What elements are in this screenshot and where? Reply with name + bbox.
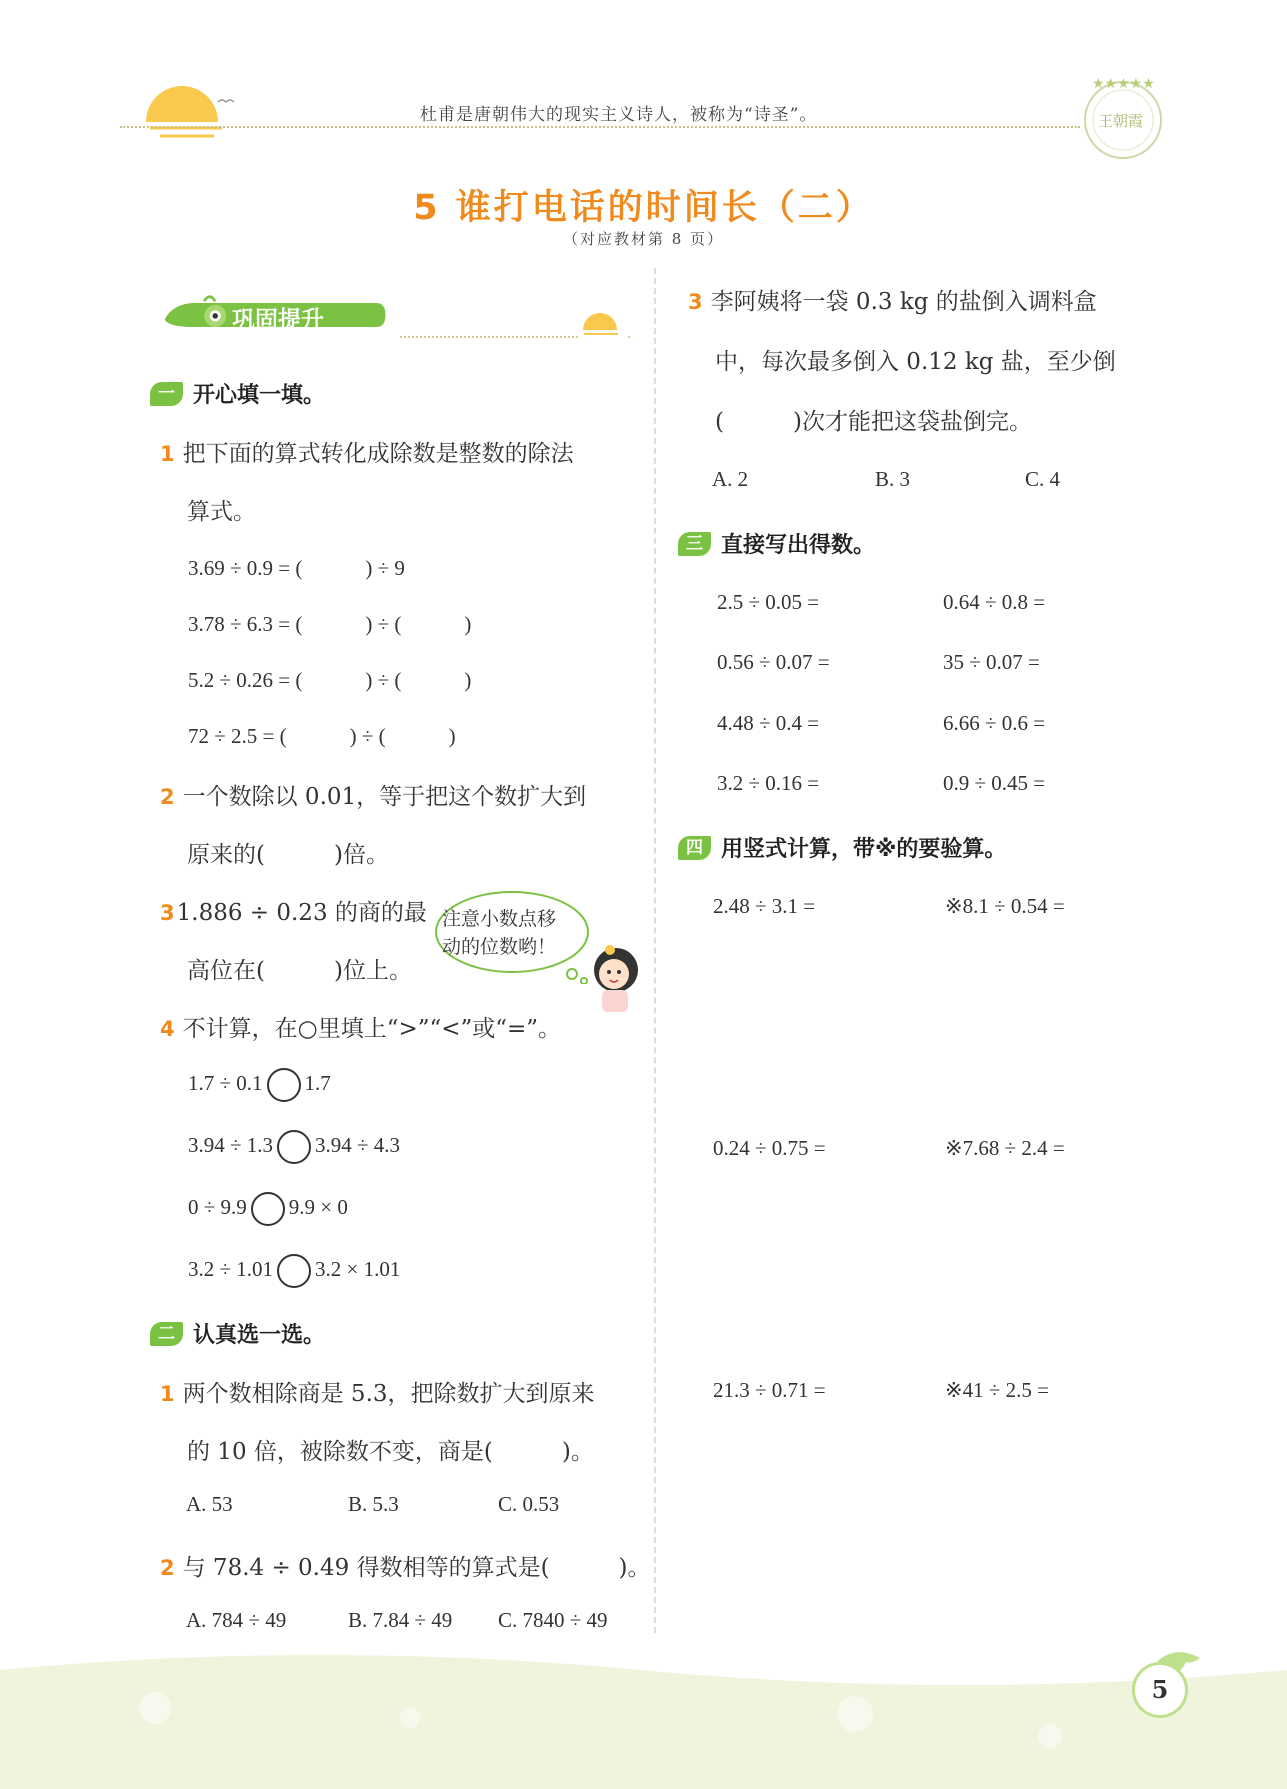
compare-circle-2[interactable] [277, 1130, 311, 1164]
s2-q3-option-a[interactable]: A. 2 [712, 467, 749, 491]
s2-q1-line2: 的 10 倍，被除数不变，商是( )。 [187, 1439, 594, 1465]
s2-q3-option-c[interactable]: C. 4 [1025, 467, 1061, 491]
compare-circle-1[interactable] [267, 1068, 301, 1102]
section1-heading [150, 378, 325, 409]
svg-text:★★★★★: ★★★★★ [1092, 76, 1155, 92]
header-dotted-line [120, 126, 1080, 128]
girl-cartoon-icon [584, 940, 644, 1016]
small-sun-icon [578, 306, 628, 342]
section3-heading: 三 直接写出得数。 [678, 528, 875, 559]
s2-q2-option-b[interactable]: B. 7.84 ÷ 49 [348, 1608, 453, 1632]
compare-circle-4[interactable] [277, 1254, 311, 1288]
s1-q1-line1: 1 把下面的算式转化成除数是整数的除法 [160, 441, 574, 467]
s2-q1-option-b[interactable]: B. 5.3 [348, 1492, 399, 1516]
lesson-subtitle: （对应教材第 8 页） [562, 230, 725, 248]
s3-eq-1a: 2.5 ÷ 0.05 = [717, 590, 820, 614]
s1-q4-line1: 4 不计算，在○里填上“>”“<”或“=”。 [160, 1016, 562, 1042]
s4-eq-2b: ※7.68 ÷ 2.4 = [945, 1136, 1065, 1160]
section1-title: 开心填一填。 [193, 383, 326, 408]
s1-q4-row3: 0 ÷ 9.9 9.9 × 0 [188, 1192, 348, 1226]
s3-eq-3a: 4.48 ÷ 0.4 = [717, 711, 820, 735]
sun-decoration [130, 78, 240, 150]
section4-heading: 四 用竖式计算，带※的要验算。 [678, 832, 1006, 863]
s2-q2-line1: 2 与 78.4 ÷ 0.49 得数相等的算式是( )。 [160, 1555, 651, 1581]
s4-eq-3a: 21.3 ÷ 0.71 = [713, 1378, 826, 1402]
s2-q3-line2: 中，每次最多倒入 0.12 kg 盐，至少倒 [715, 349, 1116, 375]
s1-q4-row4: 3.2 ÷ 1.01 3.2 × 1.01 [188, 1254, 400, 1288]
s1-q1-eq2: 3.78 ÷ 6.3 = ( ) ÷ ( ) [188, 612, 472, 636]
s2-q1-option-a[interactable]: A. 53 [186, 1492, 233, 1516]
s1-q3-line1: 31.886 ÷ 0.23 的商的最 [160, 900, 427, 926]
s2-q3-option-b[interactable]: B. 3 [875, 467, 911, 491]
s3-eq-4a: 3.2 ÷ 0.16 = [717, 771, 820, 795]
s1-q1-number: 1 [160, 442, 175, 466]
s2-q2-option-c[interactable]: C. 7840 ÷ 49 [498, 1608, 608, 1632]
s3-eq-1b: 0.64 ÷ 0.8 = [943, 590, 1046, 614]
s2-q3-line3: ( )次才能把这袋盐倒完。 [715, 409, 1032, 435]
s1-q1-line2: 算式。 [187, 499, 256, 525]
s1-q1-eq3: 5.2 ÷ 0.26 = ( ) ÷ ( ) [188, 668, 472, 692]
s1-q2-line2: 原来的( )倍。 [187, 842, 389, 868]
page-number: 5 [1132, 1662, 1188, 1718]
bubble-text-1: 注意小数点移 [442, 908, 557, 930]
s1-q1-eq1: 3.69 ÷ 0.9 = ( ) ÷ 9 [188, 556, 405, 580]
section2-heading: 二 认真选一选。 [150, 1318, 325, 1349]
bubble-text-2: 动的位数哟！ [442, 936, 557, 958]
s4-eq-3b: ※41 ÷ 2.5 = [945, 1378, 1049, 1402]
compare-circle-3[interactable] [251, 1192, 285, 1226]
s3-eq-4b: 0.9 ÷ 0.45 = [943, 771, 1046, 795]
section1-tag: 一 [150, 382, 183, 406]
s4-eq-1b: ※8.1 ÷ 0.54 = [945, 894, 1065, 918]
s3-eq-2b: 35 ÷ 0.07 = [943, 650, 1040, 674]
s2-q1-option-c[interactable]: C. 0.53 [498, 1492, 560, 1516]
s1-q4-row2: 3.94 ÷ 1.3 3.94 ÷ 4.3 [188, 1130, 400, 1164]
s1-q1-eq4: 72 ÷ 2.5 = ( ) ÷ ( ) [188, 724, 456, 748]
column-divider [654, 268, 656, 1633]
s4-eq-1a: 2.48 ÷ 3.1 = [713, 894, 816, 918]
s1-q3-line2: 高位在( )位上。 [187, 958, 412, 984]
footer-wave-decoration [0, 1640, 1287, 1789]
lesson-title: 5 谁打电话的时间长（二） [413, 188, 874, 228]
s2-q3-line1: 3 李阿姨将一袋 0.3 kg 的盐倒入调料盒 [688, 289, 1097, 315]
s4-eq-2a: 0.24 ÷ 0.75 = [713, 1136, 826, 1160]
s1-q4-row1: 1.7 ÷ 0.1 1.7 [188, 1068, 331, 1102]
brand-logo-text: 王朝霞 [1098, 112, 1144, 130]
s1-q2-line1: 2 一个数除以 0.01，等于把这个数扩大到 [160, 784, 587, 810]
s3-eq-3b: 6.66 ÷ 0.6 = [943, 711, 1046, 735]
header-quote: 杜甫是唐朝伟大的现实主义诗人，被称为“诗圣”。 [420, 105, 818, 125]
banner-label: 巩固提升 [232, 307, 324, 333]
s2-q1-line1: 1 两个数相除商是 5.3，把除数扩大到原来 [160, 1381, 595, 1407]
s2-q2-option-a[interactable]: A. 784 ÷ 49 [186, 1608, 287, 1632]
s3-eq-2a: 0.56 ÷ 0.07 = [717, 650, 830, 674]
